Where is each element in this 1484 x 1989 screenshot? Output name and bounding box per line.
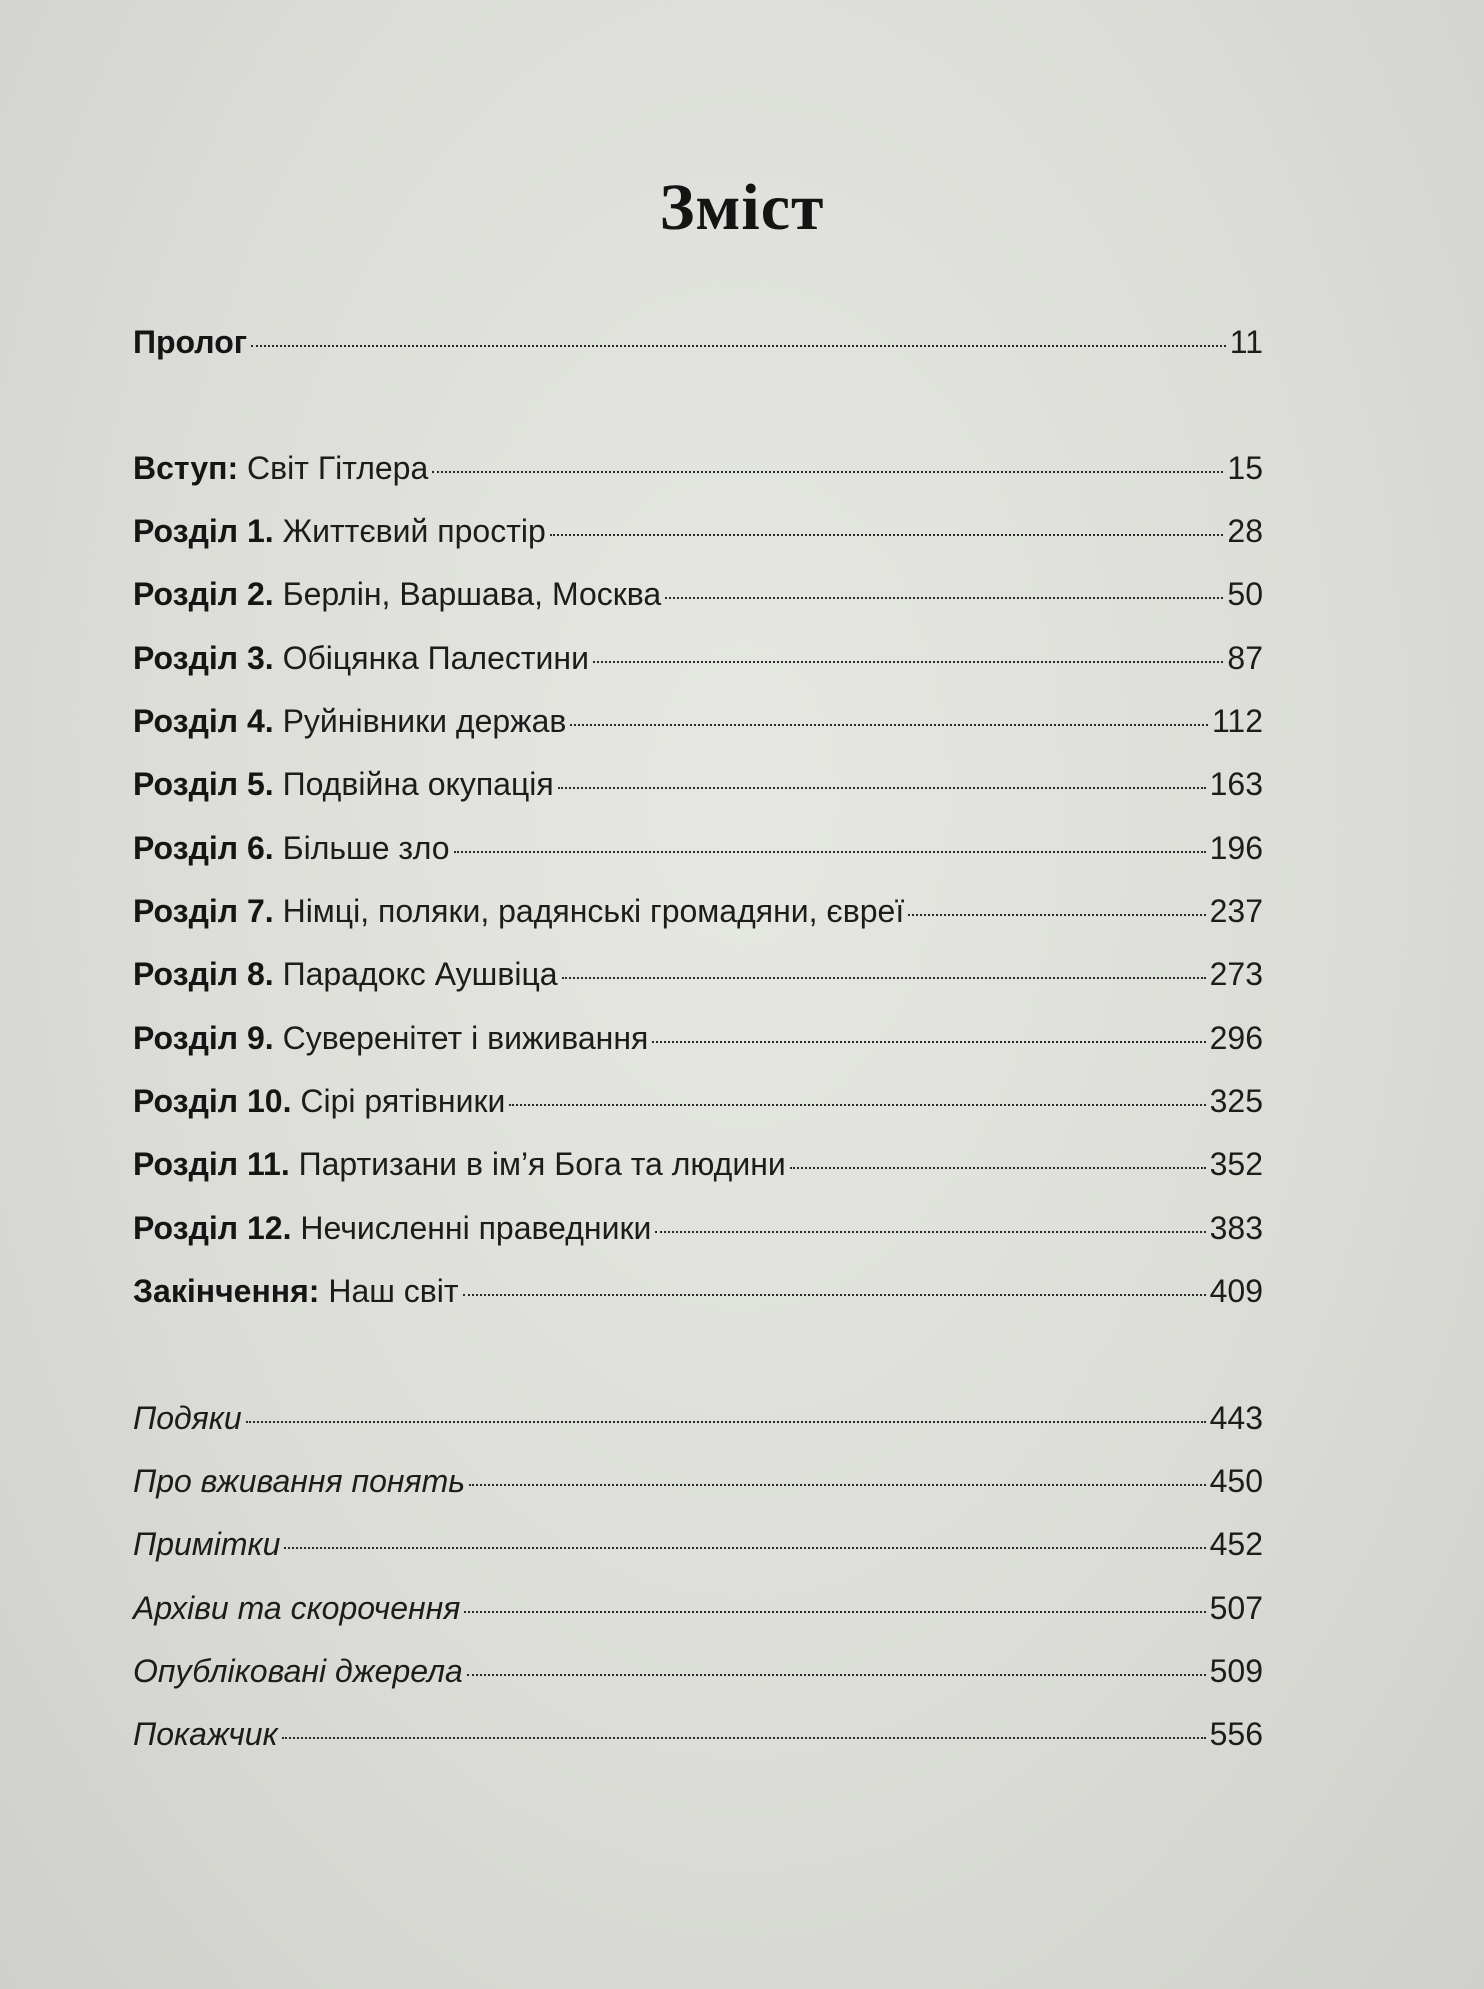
- toc-entry-page-number: 383: [1209, 1210, 1263, 1246]
- toc-entry-page-number: 196: [1209, 830, 1263, 866]
- toc-entry: [133, 1016, 1263, 1060]
- toc-entry-label: [133, 1459, 465, 1503]
- toc-entry-title: Берлін, Варшава, Москва: [273, 576, 662, 612]
- toc-entry-label: [133, 1206, 651, 1250]
- toc-entry-page-number: 50: [1227, 576, 1263, 612]
- toc-entry-title: Парадокс Аушвіца: [273, 956, 558, 992]
- toc-entry: [133, 1206, 1263, 1250]
- toc-entry-chapter: Розділ 10.: [133, 1083, 292, 1119]
- dot-leader: [562, 975, 1206, 979]
- toc-entry: [133, 1649, 1263, 1693]
- toc-entry-page-number: 443: [1209, 1400, 1263, 1436]
- dot-leader: [550, 532, 1224, 536]
- toc-entry-page-number: 11: [1229, 324, 1263, 360]
- toc-entry-title: Нечисленні праведники: [291, 1210, 652, 1246]
- toc-entry-label: [133, 636, 589, 680]
- toc-entry: [133, 572, 1263, 616]
- toc-entry-label: [133, 1079, 505, 1123]
- toc-entry-page-number: 296: [1209, 1020, 1263, 1056]
- toc-entry-chapter: Розділ 1.: [133, 513, 274, 549]
- toc-entry-title: Партизани в ім’я Бога та людини: [289, 1146, 786, 1182]
- dot-leader: [464, 1609, 1205, 1613]
- dot-leader: [454, 849, 1206, 853]
- toc-entry-page-number: 87: [1227, 640, 1263, 676]
- toc-entry: [133, 1079, 1263, 1123]
- toc-entry-title: Архіви та скорочення: [133, 1590, 461, 1626]
- toc-entry-title: Німці, поляки, радянські громадяни, євреї: [273, 893, 905, 929]
- toc-entry: [133, 446, 1263, 490]
- toc-entry-label: [133, 889, 904, 933]
- toc-entry-page-number: 325: [1209, 1083, 1263, 1119]
- toc-entry-page-number: 273: [1209, 956, 1263, 992]
- toc-entry: [133, 1459, 1263, 1503]
- toc-entry-label: [133, 1142, 786, 1186]
- toc-entry-title: Суверенітет і виживання: [273, 1020, 649, 1056]
- toc-entry-label: [133, 320, 247, 364]
- toc-entry-chapter: Вступ:: [133, 450, 239, 486]
- toc-entry-chapter: Розділ 3.: [133, 640, 274, 676]
- toc-entry-label: [133, 826, 450, 870]
- toc-entry-page-number: 556: [1209, 1716, 1263, 1752]
- toc-entry-chapter: Розділ 5.: [133, 766, 274, 802]
- toc-entry-page-number: 509: [1209, 1653, 1263, 1689]
- toc-entry-label: [133, 572, 661, 616]
- dot-leader: [251, 343, 1226, 347]
- dot-leader: [246, 1419, 1206, 1423]
- dot-leader: [665, 595, 1223, 599]
- toc-entry: [133, 1586, 1263, 1630]
- dot-leader: [558, 785, 1206, 789]
- toc-entry: [133, 320, 1263, 364]
- toc-entry-title: Опубліковані джерела: [133, 1653, 463, 1689]
- dot-leader: [908, 912, 1205, 916]
- toc-entry: [133, 1269, 1263, 1313]
- toc-entry-title: Наш світ: [319, 1273, 459, 1309]
- toc-entry-label: [133, 1016, 648, 1060]
- toc-entry-page-number: 409: [1209, 1273, 1263, 1309]
- toc-entry-chapter: Розділ 9.: [133, 1020, 274, 1056]
- toc-entry: [133, 1522, 1263, 1566]
- toc-entry: [133, 699, 1263, 743]
- toc-entry-label: [133, 1712, 278, 1756]
- toc-entry: [133, 889, 1263, 933]
- toc-entry-title: Сірі рятівники: [291, 1083, 506, 1119]
- toc-entry-page-number: 163: [1209, 766, 1263, 802]
- toc-entry-title: Світ Гітлера: [238, 450, 429, 486]
- toc-entry-chapter: Розділ 7.: [133, 893, 274, 929]
- toc-entry-label: [133, 1269, 459, 1313]
- toc-entry-chapter: Розділ 12.: [133, 1210, 292, 1246]
- toc-entry-chapter: Розділ 2.: [133, 576, 274, 612]
- dot-leader: [509, 1102, 1205, 1106]
- toc-entry-label: [133, 1586, 460, 1630]
- toc-entry-title: Покажчик: [133, 1716, 278, 1752]
- toc-entry-chapter: Закінчення:: [133, 1273, 320, 1309]
- toc-entry: [133, 1712, 1263, 1756]
- dot-leader: [282, 1735, 1206, 1739]
- toc-entry-chapter: Розділ 11.: [133, 1146, 290, 1182]
- dot-leader: [432, 469, 1223, 473]
- toc-entry-label: [133, 1649, 463, 1693]
- toc-entry-title: Примітки: [133, 1526, 281, 1562]
- dot-leader: [790, 1165, 1206, 1169]
- dot-leader: [570, 722, 1208, 726]
- toc-entry: [133, 636, 1263, 680]
- toc-entry-chapter: Розділ 8.: [133, 956, 274, 992]
- toc-entry-page-number: 507: [1209, 1590, 1263, 1626]
- toc-entry-title: Руйнівники держав: [273, 703, 567, 739]
- toc-entry-title: Обіцянка Палестини: [273, 640, 589, 676]
- toc-entry-chapter: Пролог: [133, 324, 248, 360]
- dot-leader: [467, 1672, 1206, 1676]
- toc-entry-label: [133, 1396, 242, 1440]
- toc-entry: [133, 509, 1263, 553]
- toc-entry: [133, 1396, 1263, 1440]
- dot-leader: [652, 1039, 1205, 1043]
- toc-entry-label: [133, 509, 546, 553]
- toc-entry-page-number: 15: [1227, 450, 1263, 486]
- toc-entry-page-number: 452: [1209, 1526, 1263, 1562]
- toc-entry-page-number: 112: [1211, 703, 1263, 739]
- toc-entry-title: Життєвий простір: [273, 513, 546, 549]
- toc-entry-label: [133, 762, 554, 806]
- toc-entry-title: Подяки: [133, 1400, 242, 1436]
- page-title: Зміст: [659, 171, 825, 244]
- dot-leader: [463, 1292, 1206, 1296]
- toc-entry-label: [133, 446, 428, 490]
- toc-entry-title: Подвійна окупація: [273, 766, 554, 802]
- dot-leader: [593, 659, 1223, 663]
- toc-entry-title: Про вживання понять: [133, 1463, 466, 1499]
- toc-entry-label: [133, 952, 558, 996]
- toc-entry-page-number: 450: [1209, 1463, 1263, 1499]
- toc-entry: [133, 1142, 1263, 1186]
- toc-entry-chapter: Розділ 4.: [133, 703, 274, 739]
- toc-entry-page-number: 237: [1209, 893, 1263, 929]
- toc-entry-chapter: Розділ 6.: [133, 830, 274, 866]
- toc-entry: [133, 826, 1263, 870]
- toc-entry-page-number: 28: [1227, 513, 1263, 549]
- toc-entry: [133, 762, 1263, 806]
- dot-leader: [655, 1229, 1205, 1233]
- dot-leader: [469, 1482, 1206, 1486]
- toc-entry-title: Більше зло: [273, 830, 450, 866]
- toc-entry-page-number: 352: [1209, 1146, 1263, 1182]
- toc-entry-label: [133, 699, 566, 743]
- dot-leader: [284, 1545, 1205, 1549]
- toc-entry-label: [133, 1522, 280, 1566]
- toc-entry: [133, 952, 1263, 996]
